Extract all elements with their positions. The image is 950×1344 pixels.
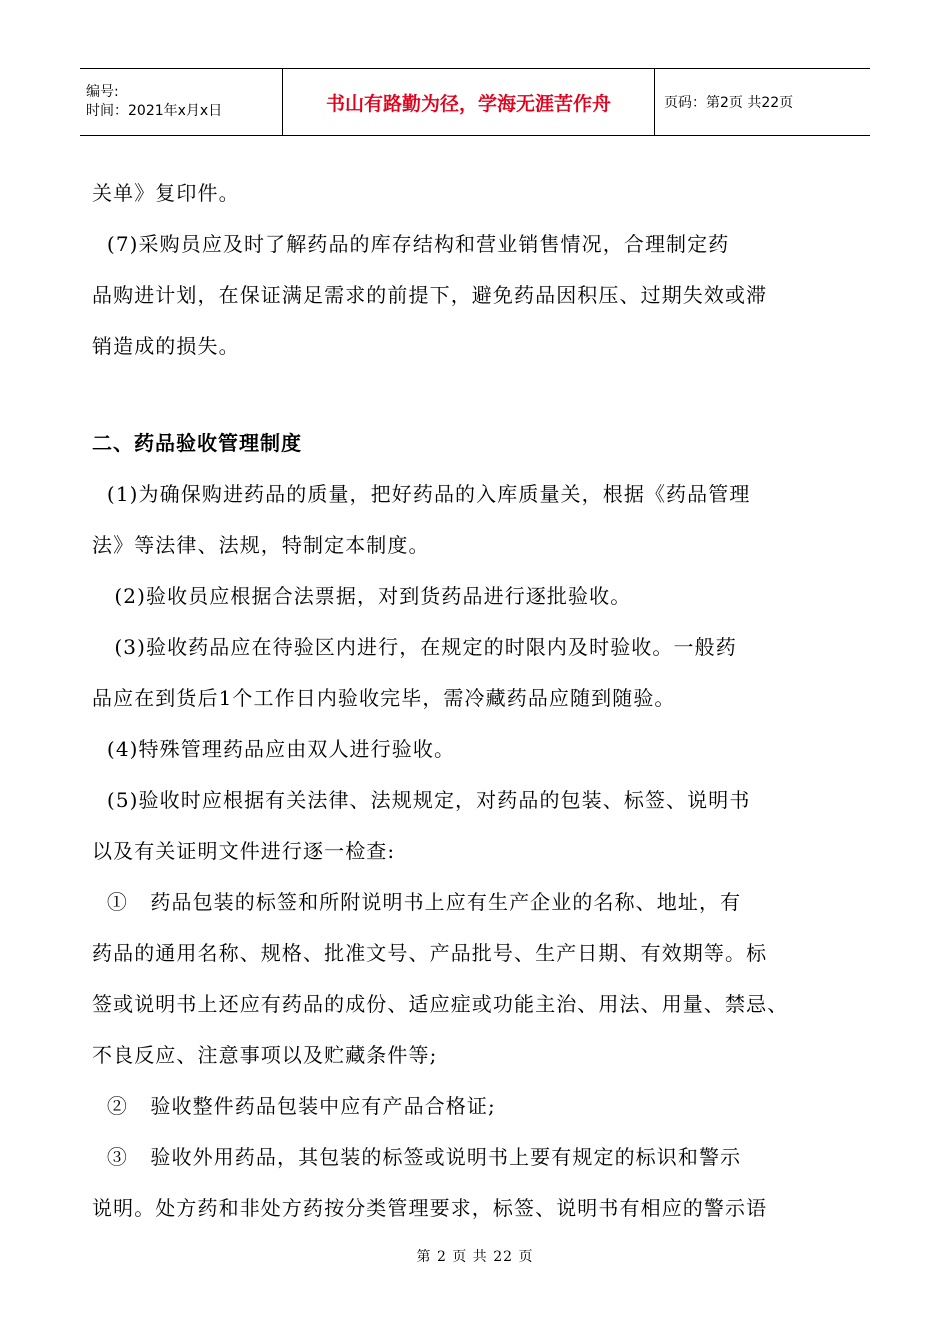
- header-motto-cell: [283, 69, 655, 135]
- section-line: (4)特殊管理药品应由双人进行验收。: [92, 737, 456, 761]
- section-line: ① 药品包装的标签和所附说明书上应有生产企业的名称、地址，有: [92, 890, 742, 914]
- body-line: 关单》复印件。: [92, 181, 240, 205]
- section-line: 不良反应、注意事项以及贮藏条件等;: [92, 1043, 438, 1067]
- section-line: 法》等法律、法规，特制定本制度。: [92, 533, 430, 557]
- section-title: 二、药品验收管理制度: [92, 431, 302, 455]
- section-line: (2)验收员应根据合法票据，对到货药品进行逐批验收。: [92, 584, 632, 608]
- section-line: 说明。处方药和非处方药按分类管理要求，标签、说明书有相应的警示语: [92, 1196, 768, 1220]
- section-line: ③ 验收外用药品，其包装的标签或说明书上要有规定的标识和警示: [92, 1145, 742, 1169]
- section-line: 签或说明书上还应有药品的成份、适应症或功能主治、用法、用量、禁忌、: [92, 992, 789, 1016]
- section-gap: [92, 372, 860, 418]
- document-body: [92, 168, 860, 1234]
- document-date: 时间：2021年x月x日: [86, 103, 223, 119]
- page-header: [80, 68, 870, 136]
- section-line: 品应在到货后1个工作日内验收完毕，需冷藏药品应随到随验。: [92, 686, 676, 710]
- section-line: 药品的通用名称、规格、批准文号、产品批号、生产日期、有效期等。标: [92, 941, 768, 965]
- section-line: 以及有关证明文件进行逐一检查:: [92, 839, 396, 863]
- header-page-cell: [655, 69, 870, 135]
- section-line: ② 验收整件药品包装中应有产品合格证;: [92, 1094, 496, 1118]
- header-left-cell: [80, 69, 283, 135]
- body-line: 品购进计划，在保证满足需求的前提下，避免药品因积压、过期失效或滞: [92, 283, 768, 307]
- section-line: (3)验收药品应在待验区内进行，在规定的时限内及时验收。一般药: [92, 635, 737, 659]
- document-number-label: 编号:: [86, 84, 119, 100]
- header-motto: 书山有路勤为径，学海无涯苦作舟: [325, 92, 611, 115]
- section-line: (1)为确保购进药品的质量，把好药品的入库质量关，根据《药品管理: [92, 482, 751, 506]
- header-page-info: 页码：第2页 共22页: [664, 95, 794, 111]
- page-footer: 第 2 页 共 22 页: [416, 1249, 534, 1265]
- body-line: 销造成的损失。: [92, 334, 240, 358]
- body-line: (7)采购员应及时了解药品的库存结构和营业销售情况，合理制定药: [92, 232, 730, 256]
- section-line: (5)验收时应根据有关法律、法规规定，对药品的包装、标签、说明书: [92, 788, 751, 812]
